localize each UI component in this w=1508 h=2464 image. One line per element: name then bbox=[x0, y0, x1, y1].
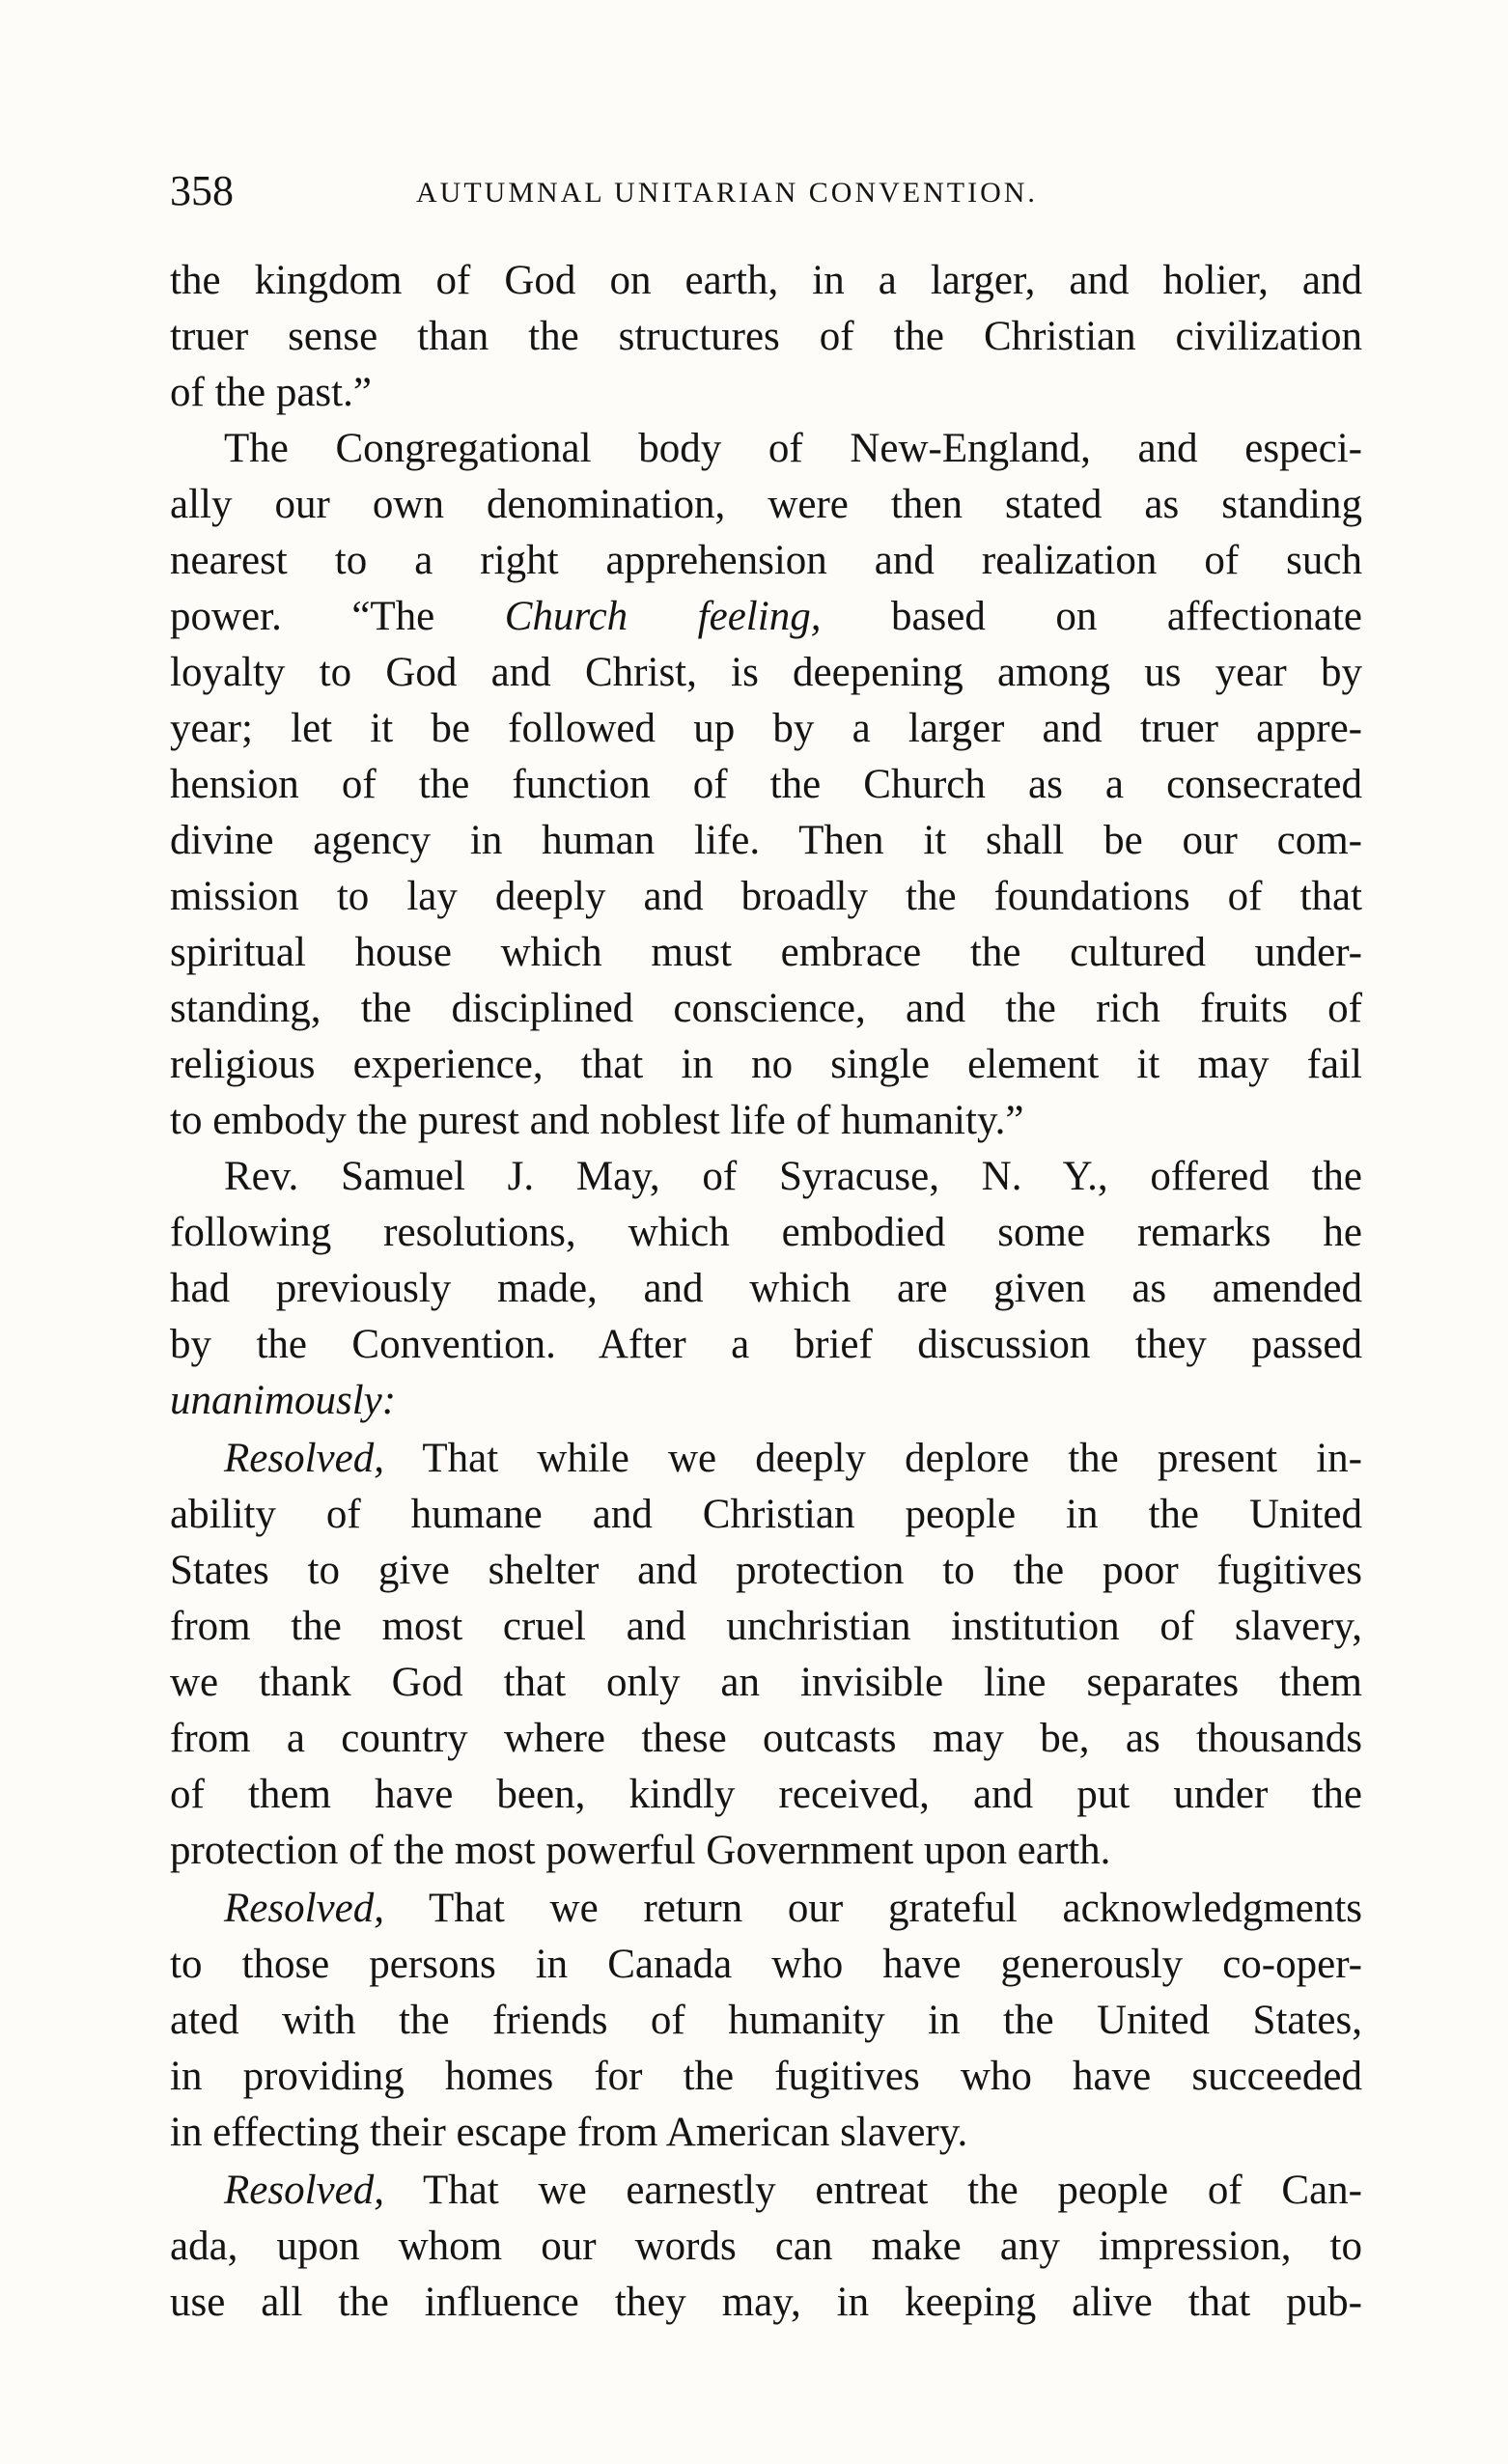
text-line: ability of humane and Christian people in the United bbox=[170, 1492, 1362, 1537]
text-segment: That we return our grateful acknowledgments bbox=[383, 1886, 1362, 1931]
text-line: of them have been, kindly received, and put under the bbox=[170, 1772, 1362, 1817]
text-segment: That we earnestly entreat the people of Can- bbox=[383, 2168, 1362, 2213]
text-segment: That while we deeply deplore the present in- bbox=[383, 1436, 1362, 1481]
resolved-label: Resolved, bbox=[224, 1886, 384, 1931]
text-line: divine agency in human life. Then it shall be our com- bbox=[170, 818, 1362, 863]
italic-phrase: unanimously: bbox=[170, 1378, 397, 1423]
text-line bbox=[170, 1373, 1362, 1429]
text-segment: power. “The bbox=[170, 594, 505, 639]
page-header bbox=[170, 162, 1367, 220]
text-line: States to give shelter and protection to the poor fugitives bbox=[170, 1548, 1362, 1593]
page-number: 358 bbox=[170, 167, 234, 214]
resolved-label: Resolved, bbox=[224, 2168, 384, 2213]
text-line bbox=[170, 2163, 1362, 2219]
text-line: mission to lay deeply and broadly the foundations of that bbox=[170, 874, 1362, 919]
text-line: of the past.” bbox=[170, 370, 372, 415]
text-line: truer sense than the structures of the Christian civilization bbox=[170, 314, 1362, 359]
text-line bbox=[170, 1881, 1362, 1937]
text-line: standing, the disciplined conscience, and the rich fruits of bbox=[170, 986, 1362, 1031]
text-line: in providing homes for the fugitives who have succeeded bbox=[170, 2054, 1362, 2099]
text-line: ated with the friends of humanity in the United States, bbox=[170, 1998, 1362, 2043]
resolved-label: Resolved, bbox=[224, 1436, 384, 1481]
text-line: ally our own denomination, were then stated as standing bbox=[170, 482, 1362, 527]
text-line: year; let it be followed up by a larger and truer appre- bbox=[170, 706, 1362, 751]
text-line: following resolutions, which embodied some remarks he bbox=[170, 1210, 1362, 1255]
text-line: protection of the most powerful Government upon earth. bbox=[170, 1828, 1111, 1873]
text-line: loyalty to God and Christ, is deepening among us year by bbox=[170, 650, 1362, 695]
text-line: spiritual house which must embrace the cultured under- bbox=[170, 930, 1362, 975]
text-line: The Congregational body of New-England, and especi- bbox=[224, 426, 1362, 471]
text-segment: based on affectionate bbox=[821, 594, 1362, 639]
text-line: by the Convention. After a brief discussion they passed bbox=[170, 1322, 1362, 1367]
text-line: to those persons in Canada who have generously co-oper- bbox=[170, 1942, 1362, 1987]
text-line: from the most cruel and unchristian institution of slavery, bbox=[170, 1604, 1362, 1649]
text-line bbox=[170, 589, 1362, 645]
text-line: had previously made, and which are given as amended bbox=[170, 1266, 1362, 1311]
text-line: ada, upon whom our words can make any impression, to bbox=[170, 2224, 1362, 2269]
text-line: from a country where these outcasts may be, as thousands bbox=[170, 1716, 1362, 1761]
text-line bbox=[170, 1431, 1362, 1487]
text-line: in effecting their escape from American slavery. bbox=[170, 2110, 968, 2155]
body-text bbox=[170, 253, 1362, 2331]
text-line: use all the influence they may, in keeping alive that pub- bbox=[170, 2280, 1362, 2325]
text-line: Rev. Samuel J. May, of Syracuse, N. Y., offered the bbox=[224, 1154, 1362, 1199]
text-line: religious experience, that in no single element it may fail bbox=[170, 1042, 1362, 1087]
italic-phrase: Church feeling, bbox=[504, 594, 822, 639]
text-line: hension of the function of the Church as a consecrated bbox=[170, 762, 1362, 807]
text-line: the kingdom of God on earth, in a larger, and holier, and bbox=[170, 258, 1362, 303]
running-head: AUTUMNAL UNITARIAN CONVENTION. bbox=[416, 177, 1038, 209]
text-line: we thank God that only an invisible line separates them bbox=[170, 1660, 1362, 1705]
text-line: to embody the purest and noblest life of humanity.” bbox=[170, 1098, 1024, 1143]
text-line: nearest to a right apprehension and realization of such bbox=[170, 538, 1362, 583]
